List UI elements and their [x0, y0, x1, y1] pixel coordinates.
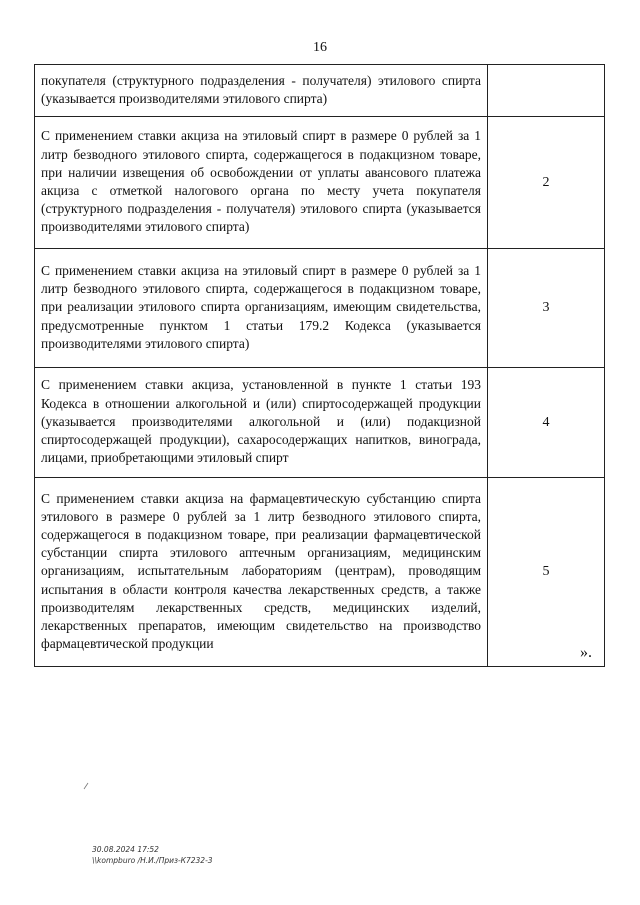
table-row [35, 368, 605, 478]
footer-document-id: \\kompburo /Н.И./Приз-К7232-3 [92, 856, 213, 865]
row-code: 3 [488, 249, 605, 368]
closing-quote: ». [580, 644, 592, 661]
table-row [35, 117, 605, 249]
row-description: С применением ставки акциза на фармацевтическую субстанцию спирта этилового в размере 0 рублей за 1 литр безводного этилового спирта, содержащегося в подакцизном товаре, при реализации фармацевтической субстанции спирта этилового аптечным организациям, медицинским организациям, испытательным лабораториям (центрам), проводящим испытания в области контроля качества лекарственных средств, а также производителям лекарственных средств, медицинских изделий, лекарственных препаратов, имеющим свидетельство на производство фармацевтической продукции [35, 478, 488, 667]
footer-timestamp: 30.08.2024 17:52 [92, 845, 159, 854]
row-description: С применением ставки акциза на этиловый спирт в размере 0 рублей за 1 литр безводного этилового спирта, содержащегося в подакцизном товаре, при реализации этилового спирта организациям, имеющим свидетельства, предусмотренные пунктом 1 статьи 179.2 Кодекса (указывается производителями этилового спирта) [35, 249, 488, 368]
table-row [35, 478, 605, 667]
row-description: С применением ставки акциза, установленной в пункте 1 статьи 193 Кодекса в отношении алкогольной и (или) спиртосодержащей продукции (указывается производителями алкогольной и (или) подакцизной спиртосодержащей продукции), сахаросодержащих напитков, винограда, лицами, приобретающими этиловый спирт [35, 368, 488, 478]
row-code: 5 [488, 478, 605, 667]
page-number: 16 [313, 40, 327, 55]
row-code: 4 [488, 368, 605, 478]
ink-mark [82, 782, 90, 790]
table-row [35, 249, 605, 368]
footer-stamp [92, 844, 213, 866]
excise-table [34, 64, 605, 667]
table-row [35, 65, 605, 117]
row-description: покупателя (структурного подразделения - получателя) этилового спирта (указывается производителями этилового спирта) [35, 65, 488, 117]
row-description: С применением ставки акциза на этиловый спирт в размере 0 рублей за 1 литр безводного этилового спирта, содержащегося в подакцизном товаре, при наличии извещения об освобождении от уплаты авансового платежа акциза с отметкой налогового органа по месту учета покупателя (структурного подразделения - получателя) этилового спирта (указывается производителями этилового спирта) [35, 117, 488, 249]
row-code [488, 65, 605, 117]
row-code: 2 [488, 117, 605, 249]
